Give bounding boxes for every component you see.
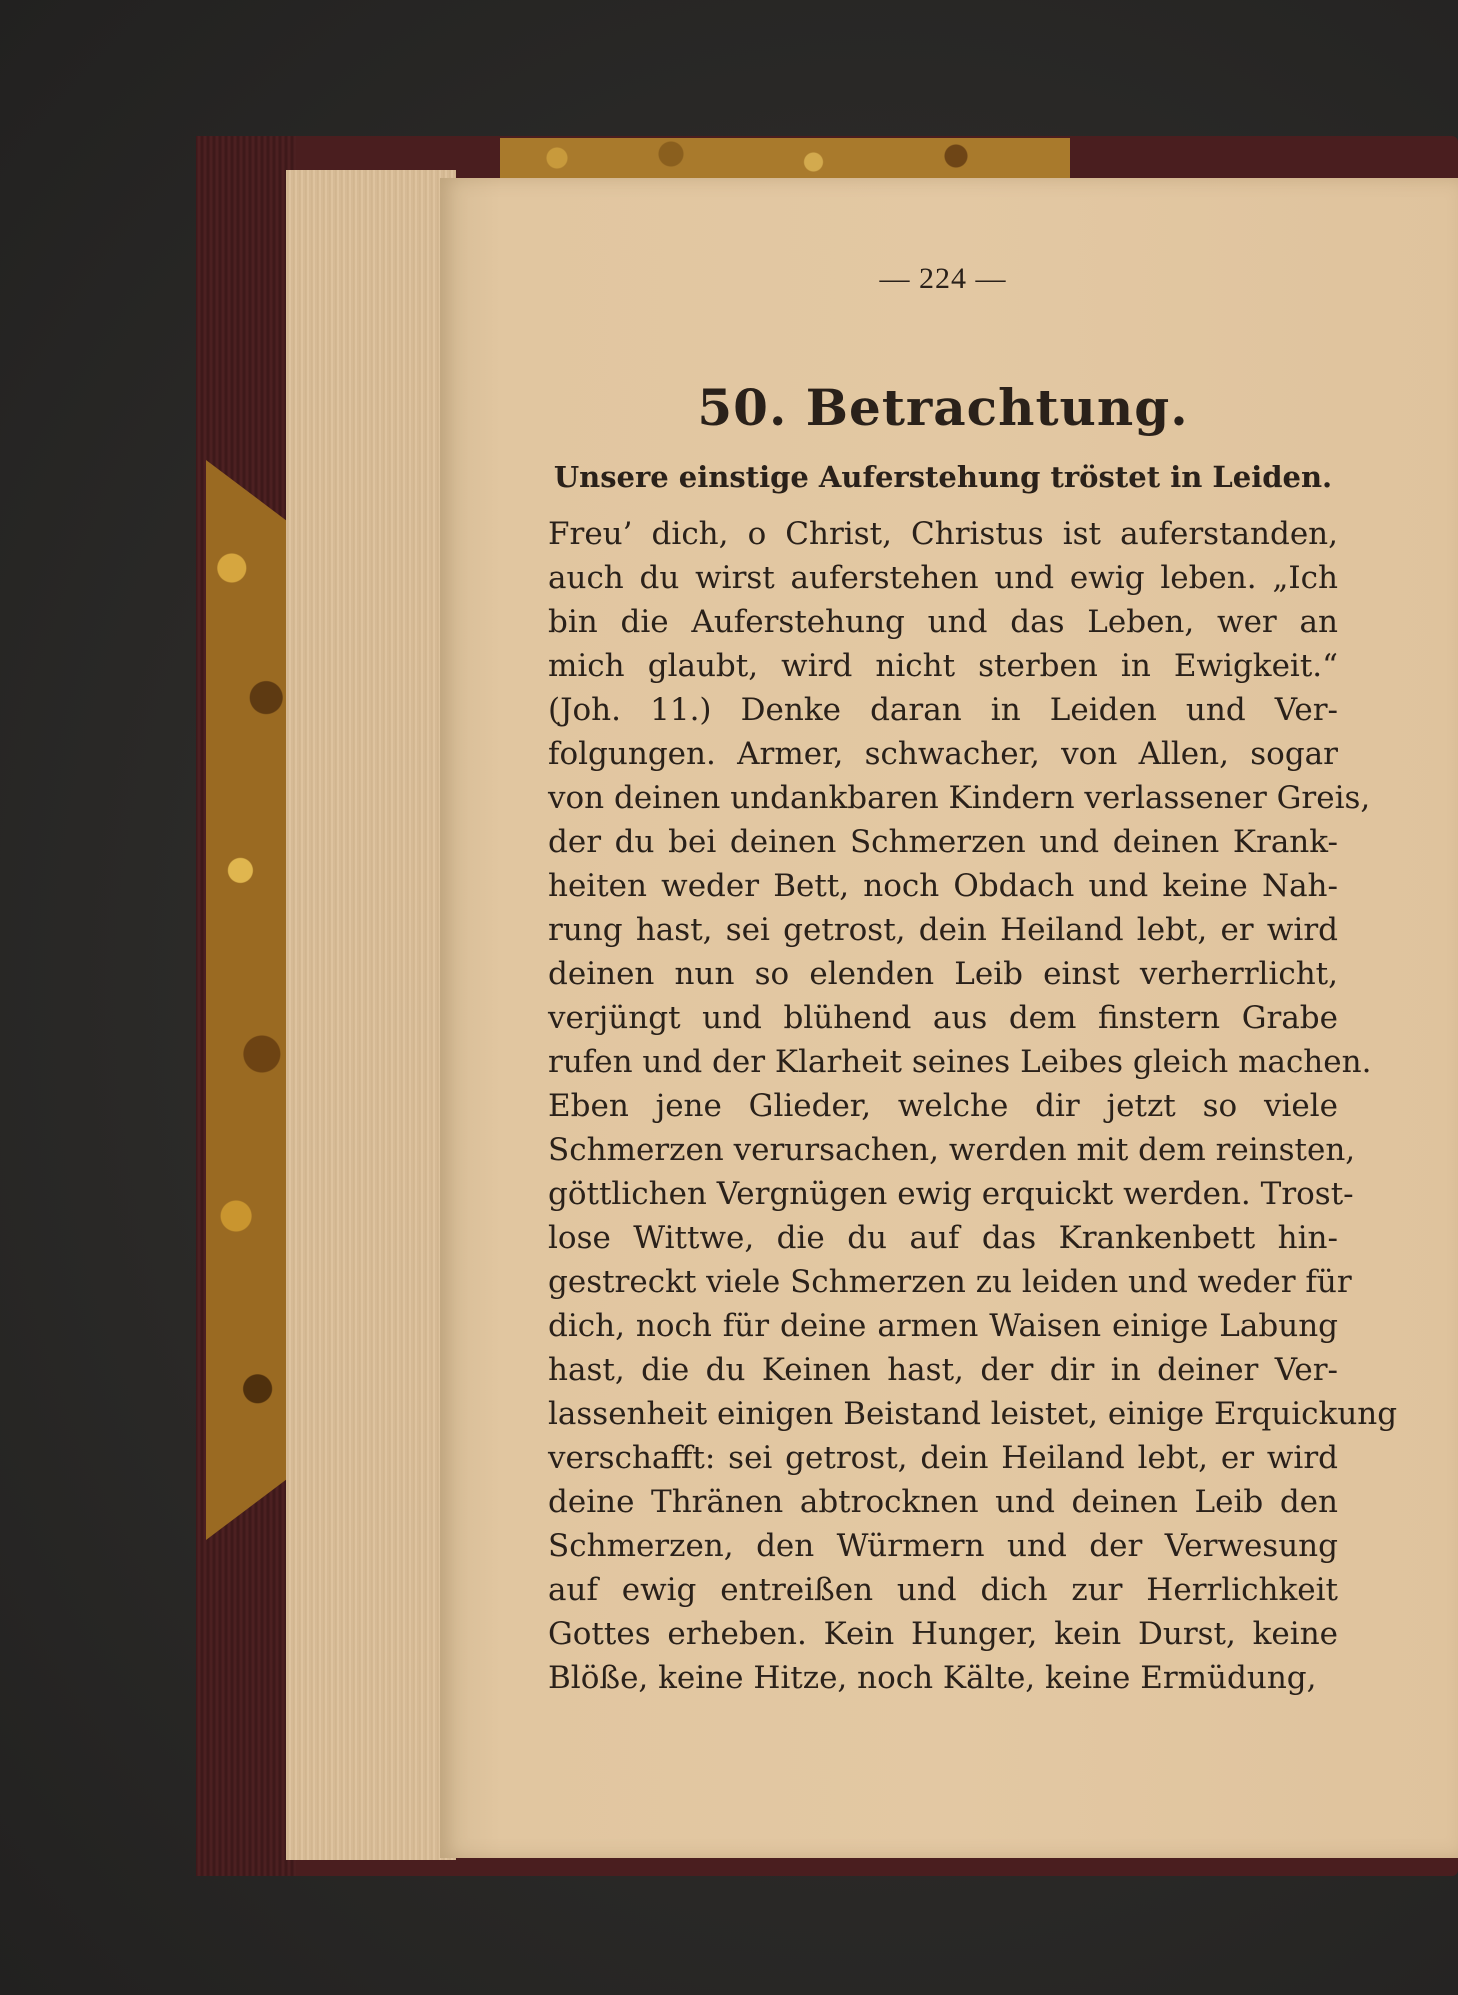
text-line: Eben jene Glieder, welche dir jetzt so viele bbox=[548, 1088, 1338, 1124]
text-line: bin die Auferstehung und das Leben, wer an bbox=[548, 604, 1338, 640]
text-line: rufen und der Klarheit seines Leibes gleich machen. bbox=[548, 1044, 1372, 1080]
page-text-area bbox=[548, 0, 1398, 1995]
text-line: hast, die du Keinen hast, der dir in deiner Ver- bbox=[548, 1352, 1338, 1388]
text-line: der du bei deinen Schmerzen und deinen Krank- bbox=[548, 824, 1338, 860]
text-line: mich glaubt, wird nicht sterben in Ewigkeit.“ bbox=[548, 648, 1338, 684]
text-line: Schmerzen, den Würmern und der Verwesung bbox=[548, 1528, 1338, 1564]
text-line: Gottes erheben. Kein Hunger, kein Durst, keine bbox=[548, 1616, 1338, 1652]
text-line: gestreckt viele Schmerzen zu leiden und weder für bbox=[548, 1264, 1352, 1300]
text-line: von deinen undankbaren Kindern verlassener Greis, bbox=[548, 780, 1371, 816]
page-edges bbox=[286, 170, 456, 1860]
text-line: deinen nun so elenden Leib einst verherrlicht, bbox=[548, 956, 1338, 992]
text-line: verschafft: sei getrost, dein Heiland lebt, er wird bbox=[548, 1440, 1338, 1476]
text-line: auch du wirst auferstehen und ewig leben. „Ich bbox=[548, 560, 1338, 596]
text-line: lose Wittwe, die du auf das Krankenbett hin- bbox=[548, 1220, 1338, 1256]
text-line: rung hast, sei getrost, dein Heiland lebt, er wird bbox=[548, 912, 1338, 948]
text-line: (Joh. 11.) Denke daran in Leiden und Ver- bbox=[548, 692, 1338, 728]
text-line: verjüngt und blühend aus dem finstern Grabe bbox=[548, 1000, 1338, 1036]
chapter-title: 50. Betrachtung. bbox=[697, 378, 1189, 437]
text-line: auf ewig entreißen und dich zur Herrlichkeit bbox=[548, 1572, 1338, 1608]
text-line: deine Thränen abtrocknen und deinen Leib den bbox=[548, 1484, 1338, 1520]
text-line: lassenheit einigen Beistand leistet, einige Erquickung bbox=[548, 1396, 1398, 1432]
text-line: heiten weder Bett, noch Obdach und keine Nah- bbox=[548, 868, 1338, 904]
text-line: folgungen. Armer, schwacher, von Allen, sogar bbox=[548, 736, 1338, 772]
text-line: Freu’ dich, o Christ, Christus ist auferstanden, bbox=[548, 516, 1338, 552]
text-line: Blöße, keine Hitze, noch Kälte, keine Ermüdung, bbox=[548, 1660, 1317, 1696]
page-number: — 224 — bbox=[879, 262, 1007, 295]
text-line: dich, noch für deine armen Waisen einige Labung bbox=[548, 1308, 1338, 1344]
text-line: Schmerzen verursachen, werden mit dem reinsten, bbox=[548, 1132, 1356, 1168]
marbled-endpaper-side bbox=[206, 460, 292, 1540]
text-line: göttlichen Vergnügen ewig erquickt werden. Trost- bbox=[548, 1176, 1354, 1212]
chapter-subtitle: Unsere einstige Auferstehung tröstet in Leiden. bbox=[553, 460, 1333, 494]
